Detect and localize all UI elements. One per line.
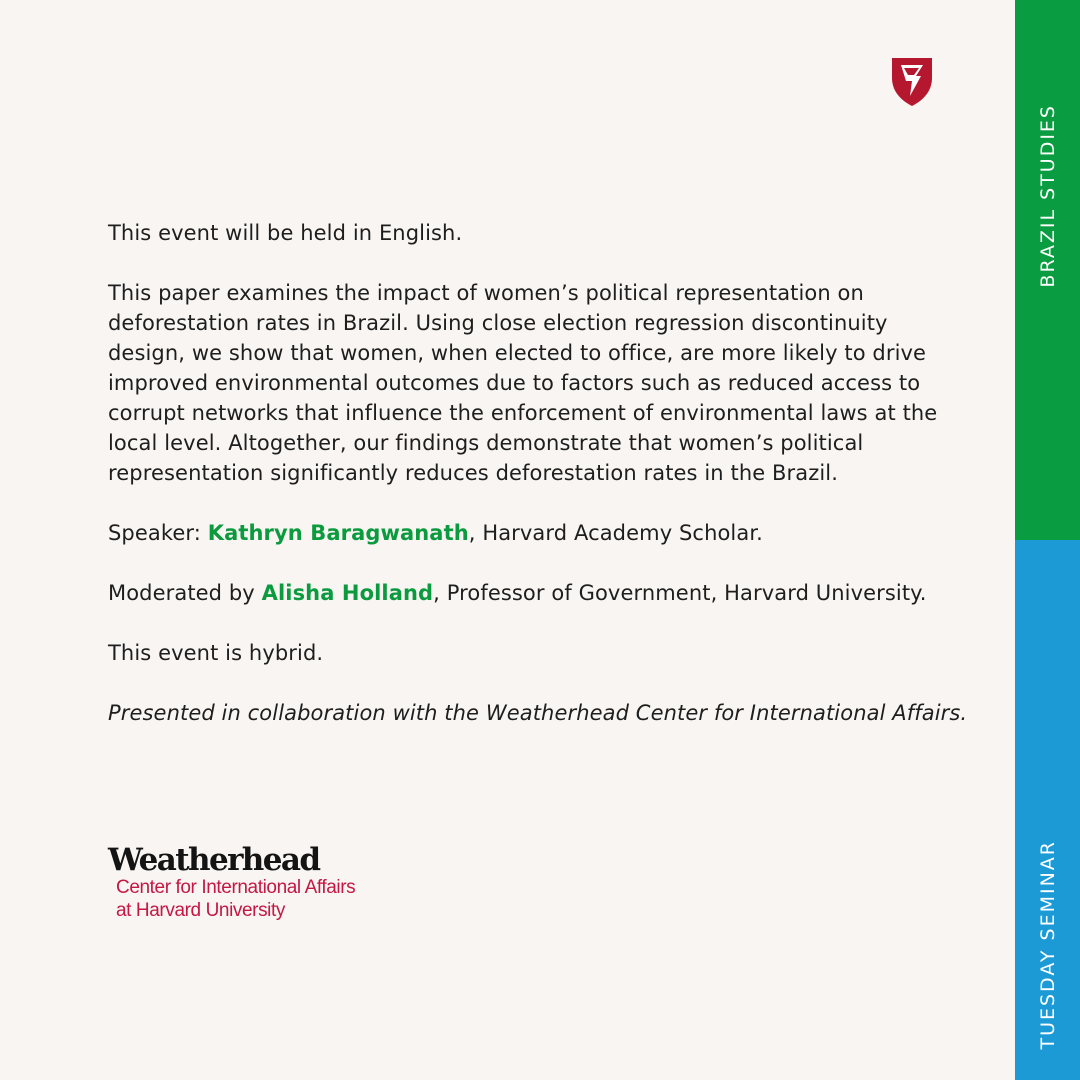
speaker-prefix: Speaker: [108,521,208,545]
harvard-shield-icon [890,56,934,108]
moderator-line [108,578,968,608]
tuesday-seminar-band [1015,540,1080,1080]
moderator-suffix: , Professor of Government, Harvard University. [433,581,927,605]
speaker-line [108,518,968,548]
speaker-suffix: , Harvard Academy Scholar. [468,521,763,545]
moderator-name: Alisha Holland [261,581,434,605]
event-description [108,218,968,758]
logo-line-1: Center for International Affairs [116,877,356,898]
speaker-name: Kathryn Baragwanath [207,521,469,545]
tuesday-seminar-label: TUESDAY SEMINAR [1036,840,1059,1050]
weatherhead-logo-wordmark: Weatherhead [108,842,320,878]
moderator-prefix: Moderated by [108,581,262,605]
brazil-studies-label: BRAZIL STUDIES [1036,104,1059,288]
weatherhead-logo-subtitle [116,876,355,922]
language-note: This event will be held in English. [108,221,463,245]
abstract: This paper examines the impact of women’s political representation on deforestation rates in Brazil. Using close election regression discontinuity design, we show that women, when elected to office, are more likely to drive improved environmental outcomes due to factors such as reduced access to corrupt networks that influence the enforcement of environmental laws at the local level. Altogether, our findings demonstrate that women’s political representation significantly reduces deforestation rates in the Brazil. [108,281,938,485]
brazil-studies-band [1015,0,1080,540]
format-note: This event is hybrid. [108,641,324,665]
collaboration-note: Presented in collaboration with the Weatherhead Center for International Affairs. [108,701,968,725]
logo-line-2: at Harvard University [116,900,285,921]
